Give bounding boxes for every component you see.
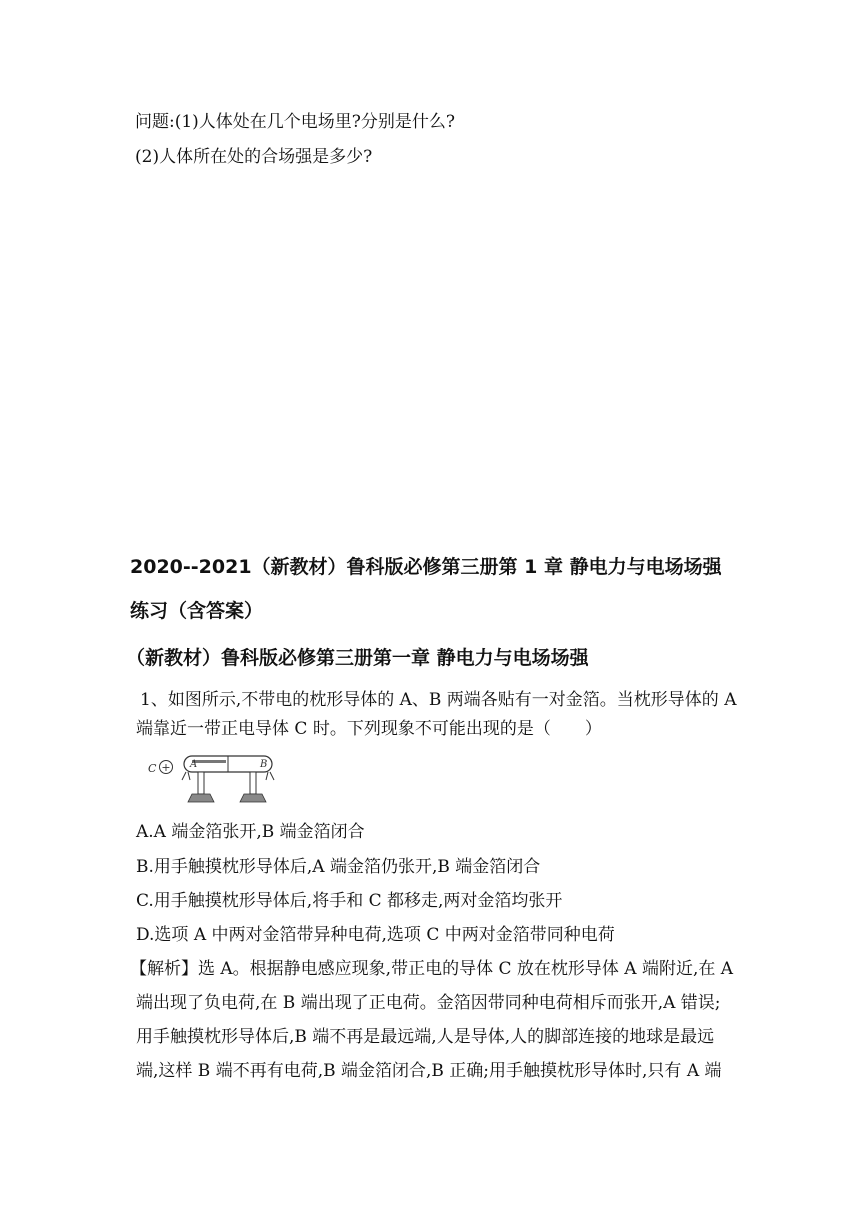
- figure-label-b: B: [260, 759, 268, 770]
- figure-label-c: C: [148, 762, 157, 775]
- problem-1-stem-line2: 端靠近一带正电导体 C 时。下列现象不可能出现的是（ ）: [136, 719, 602, 739]
- analysis-line-2: 端出现了负电荷,在 B 端出现了正电荷。金箔因带同种电荷相斥而张开,A 错误;: [136, 993, 721, 1013]
- option-b: B.用手触摸枕形导体后,A 端金箔仍张开,B 端金箔闭合: [136, 857, 541, 877]
- plus-sign: +: [161, 761, 171, 774]
- analysis-line-4: 端,这样 B 端不再有电荷,B 端金箔闭合,B 正确;用手触摸枕形导体时,只有 A 端: [136, 1061, 722, 1081]
- foil-a: [182, 772, 190, 780]
- right-base: [240, 794, 266, 802]
- chapter-subtitle: （新教材）鲁科版必修第三册第一章 静电力与电场场强: [126, 647, 589, 669]
- question-1: 问题:(1)人体处在几个电场里?分别是什么?: [135, 112, 456, 132]
- option-a: A.A 端金箔张开,B 端金箔闭合: [136, 822, 365, 842]
- option-d: D.选项 A 中两对金箔带异种电荷,选项 C 中两对金箔带同种电荷: [136, 925, 615, 945]
- figure-label-a: A: [190, 759, 198, 770]
- analysis-line-3: 用手触摸枕形导体后,B 端不再是最远端,人是导体,人的脚部连接的地球是最远: [136, 1027, 715, 1047]
- problem-1-stem-line1: 1、如图所示,不带电的枕形导体的 A、B 两端各贴有一对金箔。当枕形导体的 A: [140, 690, 737, 710]
- foil-b: [266, 772, 274, 780]
- document-title-line2: 练习（含答案）: [130, 600, 264, 622]
- left-pillar: [198, 772, 204, 794]
- pillow-conductor-figure: [140, 752, 280, 804]
- question-2: (2)人体所在处的合场强是多少?: [135, 147, 373, 167]
- right-pillar: [250, 772, 256, 794]
- analysis-line-1: 【解析】选 A。根据静电感应现象,带正电的导体 C 放在枕形导体 A 端附近,在 A: [130, 959, 734, 979]
- document-title-line1: 2020--2021（新教材）鲁科版必修第三册第 1 章 静电力与电场场强: [130, 556, 722, 578]
- option-c: C.用手触摸枕形导体后,将手和 C 都移走,两对金箔均张开: [136, 891, 563, 911]
- left-base: [188, 794, 214, 802]
